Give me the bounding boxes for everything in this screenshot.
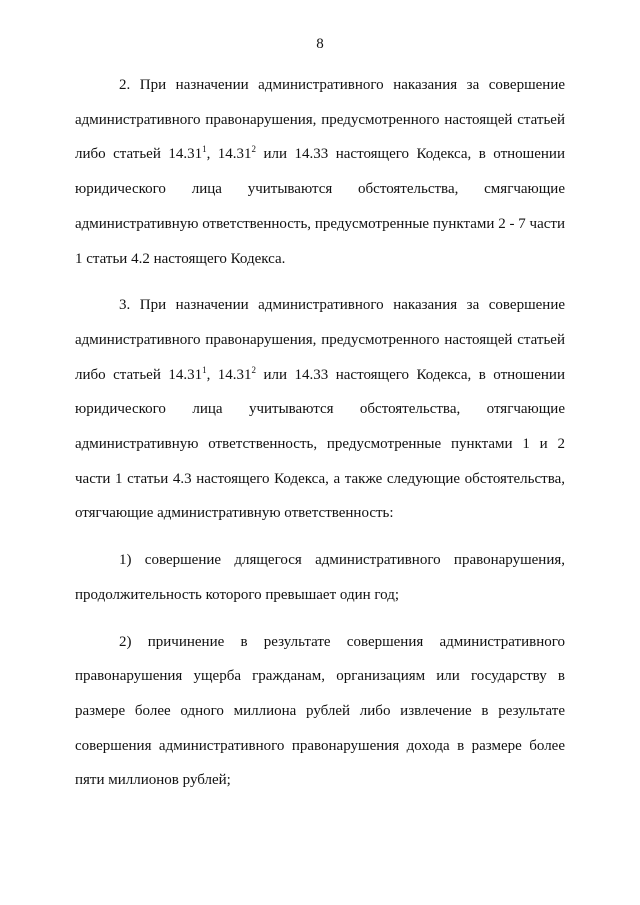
paragraph-3-text-b: , 14.31	[206, 366, 252, 383]
superscript-1: 1	[202, 364, 207, 375]
paragraph-2-text-b: , 14.31	[206, 146, 252, 163]
paragraph-3	[75, 288, 565, 531]
list-item-2: 2) причинение в результате совершения административного правонарушения ущерба гражданам, организациям или государству в размере более одного миллиона рублей либо извлечение в результате совершения административного правонарушения дохода в размере более пяти миллионов рублей;	[75, 633, 565, 789]
document-body	[75, 68, 565, 810]
paragraph-2-text-c: или 14.33 настоящего Кодекса, в отношении юридического лица учитываются обстоятельства, смягчающие административную ответственность, предусмотренные пунктами 2 - 7 части 1 статьи 4.2 настоящего Кодекса.	[75, 146, 565, 267]
list-item-1: 1) совершение длящегося административного правонарушения, продолжительность которого превышает один год;	[75, 552, 565, 603]
superscript-1: 1	[202, 144, 207, 155]
page-number: 8	[316, 36, 324, 52]
paragraph-2-text-a: 2. При назначении административного наказания за совершение административного правонарушения, предусмотренного настоящей статьей либо статьей 14.31	[75, 77, 565, 163]
paragraph-3-text-a: 3. При назначении административного наказания за совершение административного правонарушения, предусмотренного настоящей статьей либо статьей 14.31	[75, 297, 565, 383]
superscript-2: 2	[251, 364, 257, 375]
paragraph-3-text-c: или 14.33 настоящего Кодекса, в отношении юридического лица учитываются обстоятельства, отягчающие административную ответственность, предусмотренные пунктами 1 и 2 части 1 статьи 4.3 настоящего Кодекса, а также следующие обстоятельства, отягчающие административную ответственность:	[75, 366, 565, 522]
paragraph-2	[75, 68, 565, 276]
superscript-2: 2	[251, 144, 257, 155]
